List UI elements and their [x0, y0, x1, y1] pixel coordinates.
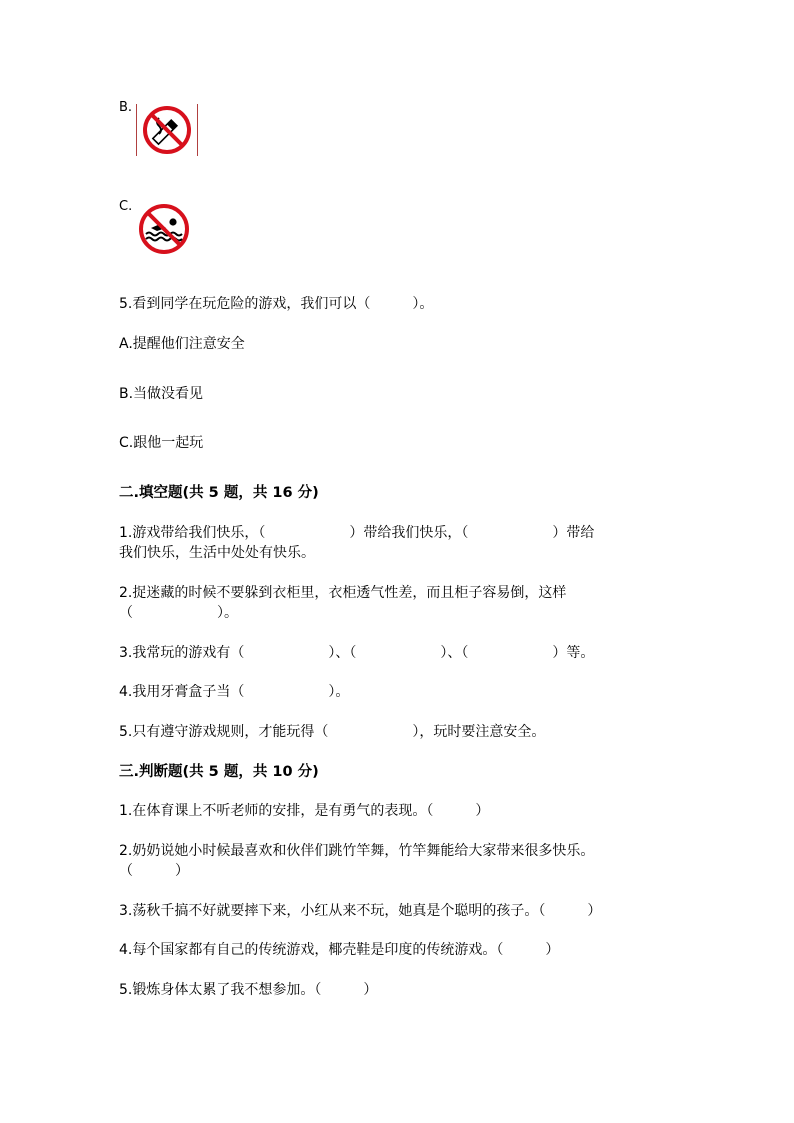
- option-b-label: B.: [119, 100, 133, 115]
- judge-q2-line1: 2.奶奶说她小时候最喜欢和伙伴们跳竹竿舞，竹竿舞能给大家带来很多快乐。: [119, 843, 595, 859]
- section-2-title: 二.填空题(共 5 题，共 16 分): [119, 485, 319, 501]
- judge-q2-line2: （ ）: [119, 863, 189, 879]
- fill-q5: 5.只有遵守游戏规则，才能玩得（ ），玩时要注意安全。: [119, 724, 546, 740]
- no-swimming-sign-icon: [136, 202, 192, 256]
- fill-q4: 4.我用牙膏盒子当（ ）。: [119, 684, 350, 700]
- q5-option-b: B.当做没看见: [119, 386, 204, 402]
- option-c-label: C.: [119, 199, 133, 214]
- question-5: 5.看到同学在玩危险的游戏，我们可以（ ）。: [119, 296, 434, 312]
- fill-q2-line2: （ ）。: [119, 605, 238, 621]
- q5-option-c: C.跟他一起玩: [119, 435, 204, 451]
- judge-q4: 4.每个国家都有自己的传统游戏，椰壳鞋是印度的传统游戏。（ ）: [119, 942, 560, 958]
- judge-q1: 1.在体育课上不听老师的安排，是有勇气的表现。（ ）: [119, 803, 490, 819]
- section-3-title: 三.判断题(共 5 题，共 10 分): [119, 764, 319, 780]
- fill-q2-line1: 2.捉迷藏的时候不要躲到衣柜里，衣柜透气性差，而且柜子容易倒，这样: [119, 585, 567, 601]
- fill-q1-line2: 我们快乐，生活中处处有快乐。: [119, 545, 315, 561]
- q5-option-a: A.提醒他们注意安全: [119, 336, 245, 352]
- fill-q1-line1: 1.游戏带给我们快乐，（ ）带给我们快乐，（ ）带给: [119, 525, 595, 541]
- no-smoking-sign-icon: [136, 104, 198, 156]
- fill-q3: 3.我常玩的游戏有（ ）、（ ）、（ ）等。: [119, 645, 595, 661]
- judge-q5: 5.锻炼身体太累了我不想参加。（ ）: [119, 982, 378, 998]
- judge-q3: 3.荡秋千搞不好就要摔下来，小红从来不玩，她真是个聪明的孩子。（ ）: [119, 903, 602, 919]
